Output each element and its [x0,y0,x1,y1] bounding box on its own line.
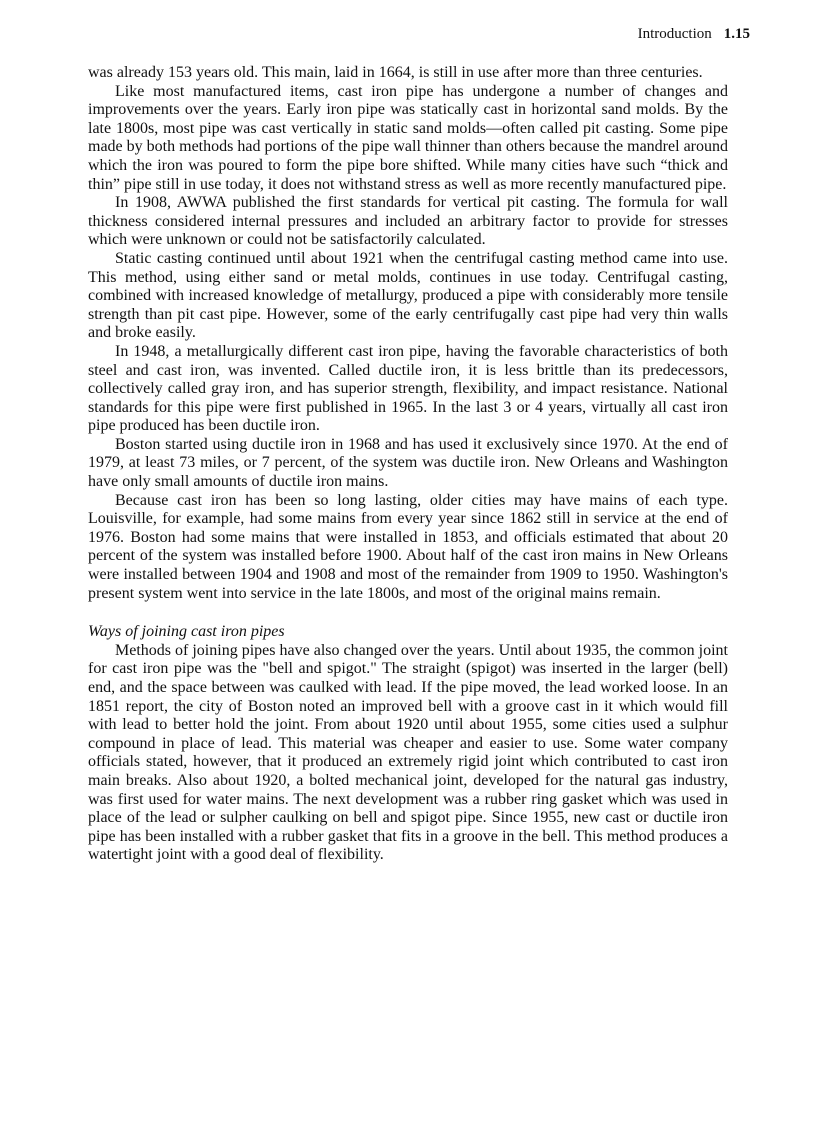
paragraph: In 1908, AWWA published the first standards for vertical pit casting. The formula for wall thickness considered internal pressures and included an arbitrary factor to provide for stresses which were unknown or could not be satisfactorily calculated. [88,194,728,249]
paragraph: Like most manufactured items, cast iron pipe has undergone a number of changes and improvements over the years. Early iron pipe was statically cast in horizontal sand molds. By the late 1800s, most pipe was cast vertically in static sand molds—often called pit casting. Some pipe made by both methods had portions of the pipe wall thinner than others because the mandrel around which the iron was poured to form the pipe bore shifted. While many cities have such “thick and thin” pipe still in use today, it does not withstand stress as well as more recently manufactured pipe. [88,82,728,193]
section-body [88,642,728,865]
paragraph: Methods of joining pipes have also changed over the years. Until about 1935, the common joint for cast iron pipe was the "bell and spigot." The straight (spigot) was inserted in the larger (bell) end, and the space between was caulked with lead. If the pipe moved, the lead worked loose. In an 1851 report, the city of Boston noted an improved bell with a groove cast in it which would fill with lead to better hold the joint. From about 1920 until about 1955, some cities used a sulphur compound in place of lead. This material was cheaper and easier to use. Some water company officials stated, however, that it produced an extremely rigid joint which contributed to cast iron main breaks. Also about 1920, a bolted mechanical joint, developed for the natural gas industry, was first used for water mains. The next development was a rubber ring gasket which was used in place of the lead or sulpher caulking on bell and spigot pipe. Since 1955, new cast or ductile iron pipe has been installed with a rubber gasket that fits in a groove in the bell. This method produces a watertight joint with a good deal of flexibility. [88,641,728,864]
chapter-title: Introduction [637,26,712,42]
paragraph: Static casting continued until about 1921 when the centrifugal casting method came into use. This method, using either sand or metal molds, continues in use today. Centrifugal casting, combined with increased knowledge of metallurgy, produced a pipe with considerably more tensile strength than pit cast pipe. However, some of the early centrifugally cast pipe had very thin walls and broke easily. [88,249,728,342]
paragraph: In 1948, a metallurgically different cast iron pipe, having the favorable characteristics of both steel and cast iron, was invented. Called ductile iron, it is less brittle than its predecessors, collectively called gray iron, and has superior strength, flexibility, and impact resistance. National standards for this pipe were first published in 1965. In the last 3 or 4 years, virtually all cast iron pipe produced has been ductile iron. [88,342,728,435]
section-heading: Ways of joining cast iron pipes [88,623,285,641]
paragraph: Because cast iron has been so long lasting, older cities may have mains of each type. Louisville, for example, had some mains from every year since 1862 still in service at the end of 1976. Boston had some mains that were installed in 1853, and officials estimated that about 20 percent of the system was installed before 1900. About half of the cast iron mains in New Orleans were installed between 1904 and 1908 and most of the remainder from 1909 to 1950. Washington's present system went into service in the late 1800s, and most of the original mains remain. [88,491,728,602]
page-number: 1.15 [723,26,750,42]
body-text [88,64,728,603]
paragraph: was already 153 years old. This main, laid in 1664, is still in use after more than three centuries. [88,64,703,81]
running-header [88,24,750,44]
paragraph: Boston started using ductile iron in 1968 and has used it exclusively since 1970. At the end of 1979, at least 73 miles, or 7 percent, of the system was ductile iron. New Orleans and Washington have only small amounts of ductile iron mains. [88,435,728,491]
document-page [88,24,750,865]
